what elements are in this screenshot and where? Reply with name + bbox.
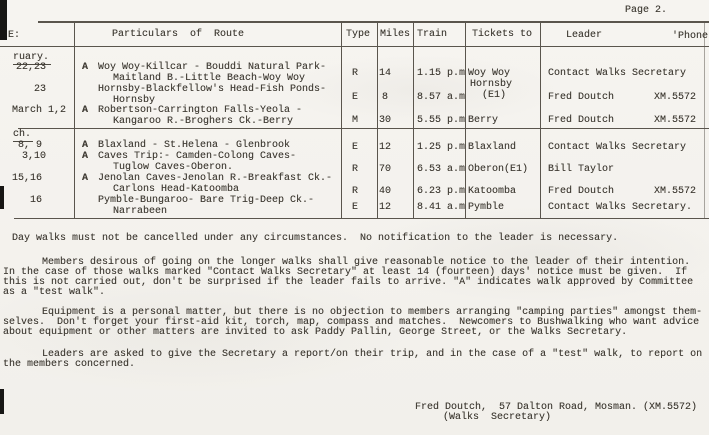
test-walk-marker: A [82,105,89,116]
table-border-bottom [14,218,709,219]
note-line: In the case of those walks marked "Contact Walks Secretary" at least 14 (fourteen) days' notice must be given. If [3,267,688,278]
col-header-train: Train [417,29,448,40]
col-header-leader: Leader [566,30,603,41]
walk-leader: Fred Doutch [548,115,615,126]
test-walk-marker: A [82,140,89,151]
tickets-to: Woy Woy [468,68,511,79]
test-walk-marker: A [82,173,89,184]
route-line: Carlons Head-Katoomba [113,184,240,195]
page-number: Page 2. [625,5,668,16]
route-line: Jenolan Caves-Jenolan R.-Breakfast Ck.- [98,173,333,184]
walk-miles: 30 [379,115,392,126]
test-walk-marker: A [82,151,89,162]
column-rule-right-edge [704,22,705,218]
walk-leader: Contact Walks Secretary. [548,202,693,213]
note-line: about equipment or other matters are invited to ask Paddy Pallin, George Street, or the Walks Secretary. [3,327,628,338]
column-rule-route [341,22,342,218]
scan-edge-mark [0,0,7,40]
walk-miles: 70 [379,164,392,175]
month-label-february: ruary. [13,52,50,63]
walk-date: March 1,2 [12,105,67,116]
signature-line: Fred Doutch, 57 Dalton Road, Mosman. (XM.5572) [415,402,698,413]
walk-type: E [352,92,359,103]
col-header-tickets: Tickets to [472,29,533,40]
route-line: Kangaroo R.-Broghers Ck.-Berry [113,116,294,127]
route-line: Tuglow Caves-Oberon. [113,162,234,173]
walk-leader: Fred Doutch [548,92,615,103]
note-line: Equipment is a personal matter, but there is no objection to members arranging "camping parties" amongst them- [42,307,703,318]
scan-edge-mark [0,186,4,209]
note-line: as a "test walk". [3,287,106,298]
walk-type: M [352,115,359,126]
walk-date: 23 [34,84,47,95]
train-time: 1.25 p.m [417,142,466,153]
train-time: 8.57 a.m [417,92,466,103]
column-rule-train [465,22,466,218]
train-time: 8.41 a.m [417,202,466,213]
col-header-date: E: [8,30,21,41]
walk-leader: Contact Walks Secretary [548,68,687,79]
table-group-rule [18,128,709,129]
month-label-march: ch. [13,129,32,140]
tickets-to: Katoomba [468,186,517,197]
tickets-to: Berry [468,115,499,126]
signature-line: (Walks Secretary) [443,412,552,423]
walk-leader: Fred Doutch [548,186,615,197]
col-header-type: Type [346,29,371,40]
walk-type: R [352,68,359,79]
note-line: the members concerned. [3,359,136,370]
route-line: Blaxland - St.Helena - Glenbrook [98,140,291,151]
test-walk-marker: A [82,62,89,73]
walk-type: E [352,142,359,153]
train-time: 5.55 p.m [417,115,466,126]
leader-phone: XM.5572 [654,115,697,126]
route-line: Maitland B.-Little Beach-Woy Woy [113,73,306,84]
tickets-to: Blaxland [468,142,517,153]
walk-date: 22,23 [16,62,47,73]
tickets-to: Hornsby [470,79,513,90]
walk-miles: 12 [379,202,392,213]
column-rule-tickets [540,22,541,218]
walk-miles: 8 [382,92,389,103]
col-header-phone: 'Phone [672,31,709,42]
walk-type: E [352,202,359,213]
tickets-to: Pymble [468,202,505,213]
route-line: Hornsby-Blackfellow's Head-Fish Ponds- [98,84,327,95]
note-line: this is not carried out, don't be surprised if the leader fails to arrive. "A" indicates walk approved by Committee [3,277,694,288]
table-border-top [38,21,709,23]
train-time: 1.15 p.m [417,68,466,79]
col-header-particulars: Particulars of Route [112,29,245,40]
scan-edge-mark [0,389,4,414]
route-line: Caves Trip:- Camden-Colong Caves- [98,151,297,162]
note-line: selves. Don't forget your first-aid kit, torch, map, compass and matches. Newcomers to Bushwalking who want advice [3,317,700,328]
note-line: Members desirous of going on the longer walks shall give reasonable notice to the leader of their intention. [42,257,691,268]
walk-date: 16 [30,195,43,206]
walk-miles: 12 [379,142,392,153]
route-line: Hornsby [113,95,156,106]
walk-date: 3,10 [22,151,47,162]
walk-leader: Contact Walks Secretary [548,142,687,153]
tickets-to: Oberon(E1) [468,164,529,175]
walk-date: 8, 9 [18,140,43,151]
walk-miles: 14 [379,68,392,79]
route-line: Pymble-Bungaroo- Bare Trig-Deep Ck.- [98,195,315,206]
tickets-to-note: (E1) [482,90,507,101]
column-rule-date [74,22,75,218]
col-header-miles: Miles [380,29,411,40]
train-time: 6.53 a.m [417,164,466,175]
walk-leader: Bill Taylor [548,164,615,175]
table-header-rule [0,46,709,47]
walk-miles: 40 [379,186,392,197]
route-line: Robertson-Carrington Falls-Yeola - [98,105,303,116]
train-time: 6.23 p.m [417,186,466,197]
walk-type: R [352,186,359,197]
column-rule-miles [413,22,414,218]
route-line: Woy Woy-Killcar - Bouddi Natural Park- [98,62,327,73]
column-rule-type [377,22,378,218]
route-line: Narrabeen [113,206,168,217]
walk-date: 15,16 [12,173,43,184]
leader-phone: XM.5572 [654,92,697,103]
note-line: Day walks must not be cancelled under any circumstances. No notification to the leader is necessary. [12,233,619,244]
leader-phone: XM.5572 [654,186,697,197]
note-line: Leaders are asked to give the Secretary a report/on their trip, and in the case of a "test" walk, to report on [42,349,703,360]
walk-type: R [352,164,359,175]
